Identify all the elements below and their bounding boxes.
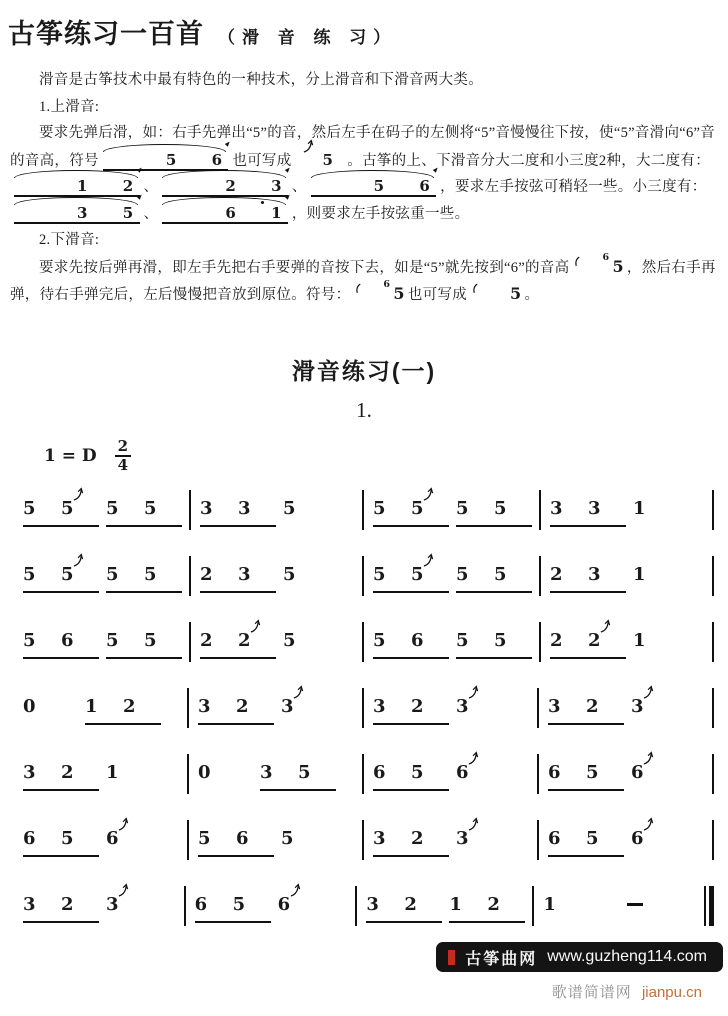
note: 2	[487, 893, 500, 915]
note: 3	[588, 563, 601, 585]
note: 6	[61, 629, 74, 651]
pair-digit: 3	[77, 203, 88, 222]
score	[0, 497, 728, 920]
slide-up-icon	[250, 619, 261, 634]
note: 6	[411, 629, 424, 651]
slide-up-icon	[423, 487, 434, 502]
note: 5	[586, 761, 599, 783]
note: 5	[298, 761, 311, 783]
note: 2	[411, 695, 424, 717]
note: 2	[61, 893, 74, 915]
note: 5	[283, 497, 296, 519]
target-pitch-superscript: 6	[602, 251, 610, 263]
measure	[541, 497, 712, 527]
slide-up-notation: 5	[294, 147, 346, 174]
slide-up-icon	[118, 883, 129, 898]
note: 3	[550, 497, 563, 519]
key-time-row	[44, 436, 728, 474]
credit-line	[552, 981, 702, 1002]
barline	[712, 754, 714, 794]
note: 2	[550, 629, 563, 651]
note: 6	[631, 761, 693, 785]
score-line	[0, 827, 728, 854]
key-signature: 1 = D	[44, 445, 97, 466]
note: 5	[61, 563, 99, 587]
slide-up-icon	[290, 883, 301, 898]
intro-paragraph: 滑音是古筝技术中最有特色的一种技术，分上滑音和下滑音两大类。	[39, 72, 483, 88]
pair-digit: 1	[77, 177, 88, 195]
beam-group	[106, 497, 182, 527]
note: 2	[588, 629, 626, 653]
note: 6	[548, 761, 561, 783]
note: 6	[548, 827, 561, 849]
dash-note	[605, 893, 667, 917]
time-signature-top: 2	[115, 439, 131, 457]
barline	[712, 490, 714, 530]
note: 2	[61, 761, 74, 783]
measure	[14, 629, 189, 659]
credit-link: jianpu.cn	[641, 984, 702, 1001]
note: 5	[373, 497, 386, 519]
note: 1	[449, 893, 462, 915]
note: 3	[106, 893, 168, 917]
slide-up-icon	[643, 685, 654, 700]
note: 3	[200, 497, 213, 519]
note: 5	[494, 629, 507, 651]
beam-group	[198, 827, 274, 857]
note: 5	[106, 497, 119, 519]
beam-group	[200, 629, 276, 659]
intro-text	[0, 67, 728, 309]
measure	[541, 629, 712, 659]
measure	[189, 695, 362, 725]
slide-up-icon	[73, 553, 84, 568]
measure	[364, 827, 537, 857]
beam-group	[456, 563, 532, 593]
measure	[364, 761, 537, 791]
slide-pair-notation	[14, 178, 140, 197]
measure	[539, 827, 712, 857]
slide-down-notation: 5	[470, 281, 521, 308]
beam-group	[23, 497, 99, 527]
page-subtitle: （滑 音 练 习）	[218, 28, 398, 47]
note: 2	[586, 695, 599, 717]
measure	[539, 695, 712, 725]
slide-down-notation: 6 5	[353, 281, 404, 308]
slide-up-icon	[423, 553, 434, 568]
note: 6	[106, 827, 168, 851]
beam-group	[200, 497, 276, 527]
intro-paragraph: 要求先弹后滑，如：右手先弹出“5”的音，然后左手在码子的左侧将“5”音慢慢往下按，使“5”音滑向“6”音的音高，符号 5 6 也可写成 5 。古筝的上、下滑音分大二度和小三度2种，大二度有：1 2 、 2 3 、 5 6 ，要求左手按弦可稍轻一些。小三度有：3 5 、 6 1 ，则要求左手按弦重一些。	[10, 125, 716, 222]
note: 5	[23, 497, 36, 519]
barline	[712, 688, 714, 728]
measure	[14, 893, 184, 923]
note: 1	[633, 629, 646, 651]
note: 1	[633, 497, 646, 519]
note: 3	[456, 695, 518, 719]
time-signature-bottom: 4	[117, 455, 129, 474]
beam-group	[550, 563, 626, 593]
note: 6	[194, 893, 208, 915]
note: 5	[61, 827, 74, 849]
note: 3	[23, 761, 36, 783]
pair-digit: 1	[242, 205, 282, 222]
beam-group	[550, 497, 626, 527]
note: 3	[631, 695, 693, 719]
rest-note: 0	[198, 761, 211, 783]
note: 5	[456, 563, 469, 585]
page-title: 古筝练习一百首	[8, 19, 204, 49]
measure	[364, 629, 539, 659]
measure	[539, 761, 712, 791]
slide-pair-notation	[14, 205, 140, 224]
measure	[186, 893, 356, 923]
note: 6	[278, 893, 340, 917]
beam-group	[260, 761, 336, 791]
note: 6	[631, 827, 693, 851]
note: 5	[456, 629, 469, 651]
credit-site-name: 歌谱简谱网	[551, 984, 632, 1001]
pair-digit: 2	[122, 177, 134, 195]
note: 3	[548, 695, 561, 717]
note: 2	[200, 629, 213, 651]
measure	[191, 563, 362, 593]
note: 3	[23, 893, 36, 915]
intro-paragraph: 1.上滑音:	[39, 98, 100, 115]
measure	[191, 497, 362, 527]
measure	[189, 827, 362, 857]
measure	[14, 497, 189, 527]
pair-digit: 6	[225, 203, 237, 222]
measure	[364, 497, 539, 527]
note: 2	[404, 893, 417, 915]
barline	[712, 622, 714, 662]
note: 2	[238, 629, 276, 653]
slide-up-icon	[293, 685, 304, 700]
note: 5	[411, 761, 424, 783]
note: 5	[373, 629, 386, 651]
note: 3	[373, 827, 386, 849]
note: 6	[236, 827, 249, 849]
beam-group	[200, 563, 276, 593]
note: 5	[232, 893, 246, 915]
pair-digit: 6	[211, 150, 223, 169]
high-octave-dot	[261, 201, 264, 204]
beam-group	[373, 497, 449, 527]
barline	[712, 820, 714, 860]
note: 5	[144, 563, 157, 585]
note: 6	[456, 761, 518, 785]
beam-group	[23, 893, 99, 923]
note: 1	[633, 563, 646, 585]
note: 5	[586, 827, 599, 849]
note: 2	[123, 695, 136, 717]
slide-up-icon	[468, 751, 479, 766]
note: 5	[281, 827, 294, 849]
note: 5	[373, 563, 386, 585]
note: 3	[366, 893, 379, 915]
note: 2	[411, 827, 424, 849]
note: 3	[456, 827, 518, 851]
beam-group	[106, 629, 182, 659]
beam-group	[548, 695, 624, 725]
slide-pair-notation	[162, 205, 288, 224]
beam-group	[195, 893, 271, 923]
note: 5	[411, 497, 449, 521]
note: 5	[144, 629, 157, 651]
beam-group	[373, 563, 449, 593]
note: 1	[106, 761, 119, 783]
note: 1	[85, 695, 98, 717]
piece-title: 滑音练习(一)	[291, 357, 437, 384]
note: 3	[198, 695, 211, 717]
note: 5	[494, 497, 507, 519]
intro-paragraph: 要求先按后弹再滑，即左手先把右手要弹的音按下去，如是“5”就先按到“6”的音高 6 5 ，然后右手再弹，待右手弹完后，左后慢慢把音放到原位。符号： 6 5 也可写成 5 。	[10, 254, 718, 309]
slide-up-icon	[643, 817, 654, 832]
slide-pair-notation	[103, 152, 229, 171]
measure	[364, 563, 539, 593]
badge-site-url: www.guzheng114.com	[547, 948, 707, 965]
note: 5	[106, 563, 119, 585]
beam-group	[23, 629, 99, 659]
slide-pair-notation	[162, 178, 288, 197]
page-header	[8, 12, 728, 51]
score-line	[0, 629, 728, 656]
slide-down-notation: 6 5	[572, 254, 623, 281]
note: 2	[200, 563, 213, 585]
measure	[14, 695, 187, 725]
pair-digit: 6	[419, 177, 431, 195]
note: 6	[23, 827, 36, 849]
measure	[357, 893, 532, 923]
note: 2	[236, 695, 249, 717]
measure	[14, 563, 189, 593]
slide-up-icon	[600, 619, 611, 634]
measure	[364, 695, 537, 725]
beam-group	[23, 827, 99, 857]
pair-digit: 5	[373, 177, 385, 195]
beam-group	[23, 563, 99, 593]
note: 3	[373, 695, 386, 717]
note: 3	[588, 497, 601, 519]
guzheng-site-badge	[436, 942, 723, 972]
note: 5	[23, 563, 36, 585]
measure	[541, 563, 712, 593]
score-line	[0, 893, 728, 920]
note: 5	[198, 827, 211, 849]
pair-digit: 2	[225, 177, 237, 195]
pair-digit: 5	[122, 203, 134, 222]
score-line	[0, 761, 728, 788]
beam-group	[106, 563, 182, 593]
target-pitch-superscript: 6	[383, 279, 391, 290]
note: 5	[106, 629, 119, 651]
pair-digit: 5	[165, 150, 177, 169]
note: 5	[411, 563, 449, 587]
note: 5	[61, 497, 99, 521]
final-barline	[704, 886, 714, 926]
slide-up-icon	[468, 817, 479, 832]
note: 5	[144, 497, 157, 519]
slide-up-icon	[73, 487, 84, 502]
beam-group	[373, 827, 449, 857]
beam-group	[366, 893, 442, 923]
note: 6	[373, 761, 386, 783]
beam-group	[449, 893, 525, 923]
measure	[14, 761, 187, 791]
note: 5	[456, 497, 469, 519]
note: 3	[260, 761, 273, 783]
beam-group	[548, 761, 624, 791]
pair-digit: 3	[271, 177, 282, 195]
time-signature	[115, 436, 131, 474]
slide-up-icon	[303, 139, 314, 154]
beam-group	[198, 695, 274, 725]
slide-up-icon	[643, 751, 654, 766]
note: 2	[550, 563, 563, 585]
beam-group	[23, 761, 99, 791]
slide-pair-notation	[311, 178, 437, 197]
slide-down-icon	[574, 256, 581, 267]
beam-group	[373, 695, 449, 725]
note: 1	[543, 893, 556, 915]
piece-number: 1.	[356, 397, 372, 422]
note: 3	[238, 497, 251, 519]
slide-up-icon	[118, 817, 129, 832]
note: 5	[494, 563, 507, 585]
red-accent-bar	[448, 950, 455, 965]
badge-site-name: 古筝曲网	[465, 950, 538, 968]
beam-group	[456, 497, 532, 527]
note: 3	[238, 563, 251, 585]
intro-paragraph: 2.下滑音:	[39, 232, 100, 248]
barline	[712, 556, 714, 596]
beam-group	[548, 827, 624, 857]
note: 3	[281, 695, 343, 719]
note: 5	[283, 563, 296, 585]
note: 5	[23, 629, 36, 651]
half-note-dash	[627, 903, 643, 906]
measure	[14, 827, 187, 857]
note: 5	[283, 629, 296, 651]
slide-down-icon	[355, 283, 362, 294]
slide-down-icon	[472, 283, 479, 294]
beam-group	[550, 629, 626, 659]
beam-group	[373, 761, 449, 791]
score-line	[0, 563, 728, 590]
beam-group	[85, 695, 161, 725]
measure	[534, 893, 704, 917]
measure	[189, 761, 362, 791]
beam-group	[456, 629, 532, 659]
rest-note: 0	[23, 695, 36, 717]
score-line	[0, 497, 728, 524]
score-line	[0, 695, 728, 722]
measure	[191, 629, 362, 659]
slide-up-icon	[468, 685, 479, 700]
beam-group	[373, 629, 449, 659]
